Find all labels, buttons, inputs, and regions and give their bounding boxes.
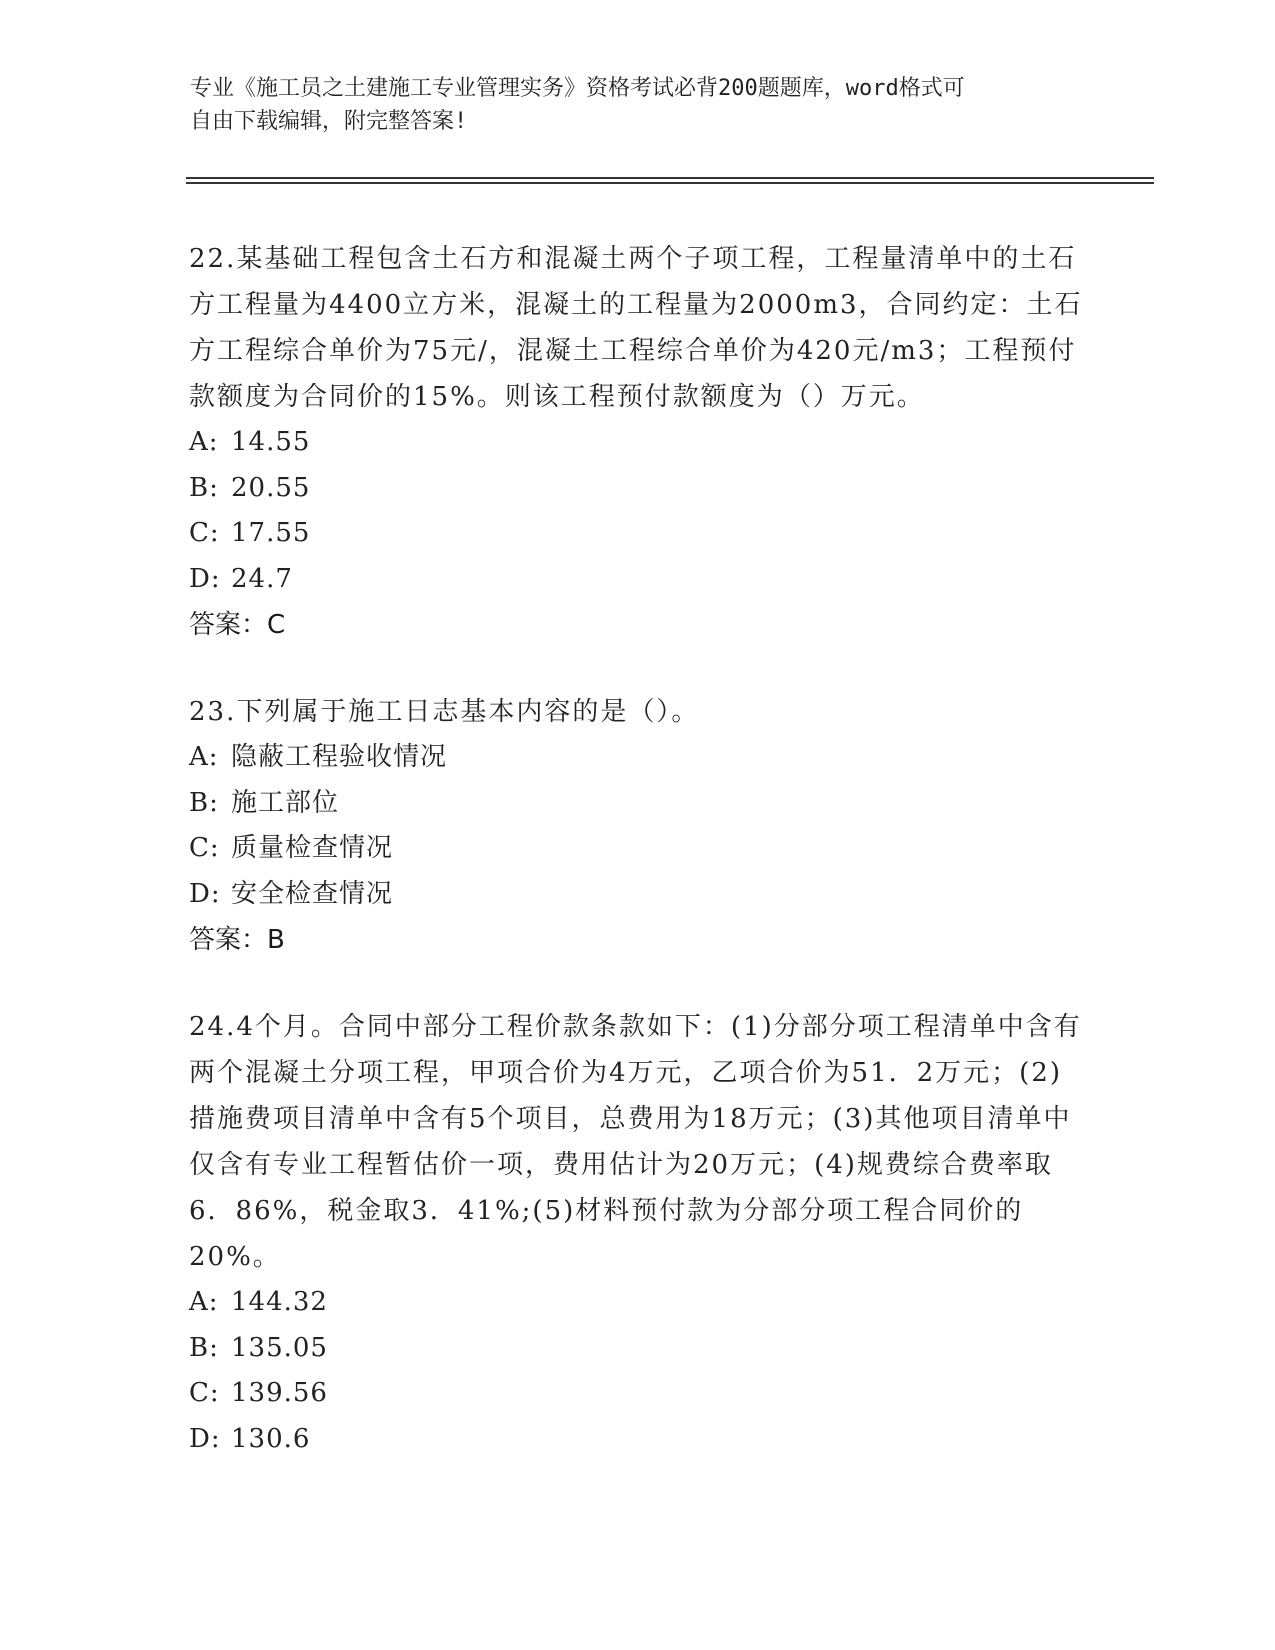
option-letter: D:: [189, 1423, 221, 1454]
option-a: [189, 735, 1089, 781]
option-c: [189, 1371, 1089, 1417]
option-letter: A:: [189, 1287, 219, 1317]
question-stem: 24.4个月。合同中部分工程价款条款如下：(1)分部分项工程清单中含有两个混凝土分项工程，甲项合价为4万元，乙项合价为51．2万元；(2)措施费项目清单中含有5个项目，总费用为18万元；(3)其他项目清单中仅含有专业工程暂估价一项，费用估计为20万元；(4)规费综合费率取6．86%，税金取3．41%;(5)材料预付款为分部分项工程合同价的20%。: [189, 1012, 1082, 1272]
question-22: [189, 236, 1089, 648]
option-c: [189, 826, 1089, 872]
option-text: 144.32: [231, 1287, 328, 1317]
question-list: [189, 236, 1089, 1503]
option-a: [189, 420, 1089, 466]
option-letter: C:: [189, 518, 220, 548]
header-divider-bottom: [186, 182, 1154, 184]
option-letter: B:: [189, 787, 219, 818]
answer-line: 答案：C: [189, 610, 286, 640]
option-letter: D:: [189, 563, 221, 594]
question-stem: 23.下列属于施工日志基本内容的是（）。: [189, 697, 700, 727]
option-letter: B:: [189, 1332, 219, 1363]
option-a: [189, 1280, 1089, 1326]
option-text: 130.6: [231, 1423, 311, 1454]
option-text: 135.05: [231, 1332, 328, 1363]
option-text: 施工部位: [231, 787, 340, 818]
header-divider-top: [186, 177, 1154, 179]
header-line-2: 自由下载编辑，附完整答案!: [190, 109, 468, 134]
option-text: 17.55: [231, 518, 311, 548]
option-text: 安全检查情况: [231, 878, 394, 909]
option-d: [189, 872, 1089, 918]
option-text: 质量检查情况: [231, 833, 394, 863]
option-b: [189, 1326, 1089, 1372]
option-b: [189, 466, 1089, 512]
question-24: [189, 1004, 1089, 1462]
option-text: 隐蔽工程验收情况: [231, 742, 448, 772]
document-header: [190, 72, 1070, 138]
option-letter: B:: [189, 472, 219, 503]
option-letter: A:: [189, 742, 219, 772]
option-text: 24.7: [231, 563, 293, 594]
option-b: [189, 781, 1089, 827]
header-line-1: 专业《施工员之土建施工专业管理实务》资格考试必背200题题库，word格式可: [190, 76, 965, 101]
option-letter: D:: [189, 878, 221, 909]
option-c: [189, 511, 1089, 557]
option-text: 20.55: [231, 472, 311, 503]
option-d: [189, 557, 1089, 603]
option-d: [189, 1417, 1089, 1463]
question-stem: 22.某基础工程包含土石方和混凝土两个子项工程，工程量清单中的土石方工程量为4400立方米，混凝土的工程量为2000m3，合同约定：土石方工程综合单价为75元/，混凝土工程综合单价为420元/m3；工程预付款额度为合同价的15%。则该工程预付款额度为（）万元。: [189, 244, 1083, 412]
answer-line: 答案：B: [189, 925, 285, 955]
option-text: 139.56: [231, 1378, 328, 1408]
option-letter: A:: [189, 427, 219, 457]
question-23: [189, 689, 1089, 963]
option-text: 14.55: [231, 427, 311, 457]
option-letter: C:: [189, 833, 220, 863]
option-letter: C:: [189, 1378, 220, 1408]
